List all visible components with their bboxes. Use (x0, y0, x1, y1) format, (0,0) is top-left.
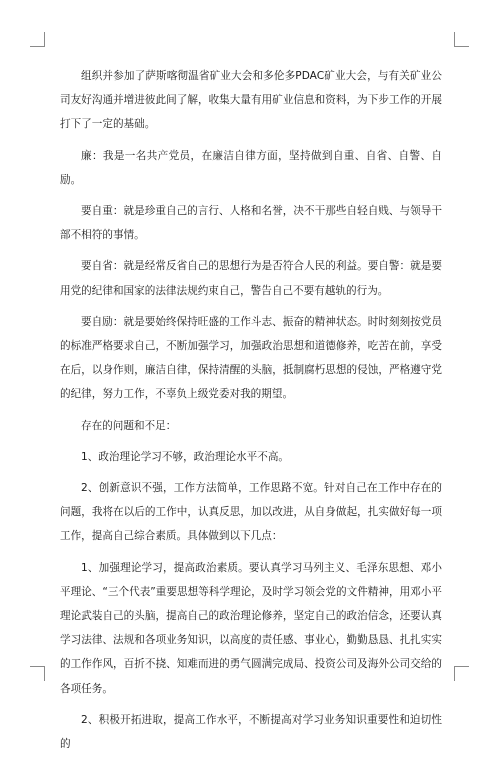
list-item: 2、积极开拓进取，提高工作水平，不断提高对学习业务知识重要性和迫切性的 (60, 713, 442, 751)
crop-mark-top-right (454, 32, 469, 47)
list-item: 1、政治理论学习不够，政治理论水平不高。 (81, 450, 290, 463)
section-heading: 存在的问题和不足： (81, 419, 177, 432)
crop-mark-top-left (30, 32, 45, 47)
paragraph: 组织并参加了萨斯喀彻温省矿业大会和多伦多PDAC矿业大会，与有关矿业公司友好沟通并增进彼此间了解，收集大量有用矿业信息和资料，为下步工作的开展打下了一定的基础。 (60, 70, 442, 131)
list-item: 1、加强理论学习，提高政治素质。要认真学习马列主义、毛泽东思想、邓小平理论、“三个代表”重要思想等科学理论，及时学习领会党的文件精神，用邓小平理论武装自己的头脑，提高自己的政治理论修养，坚定自己的政治信念，还要认真学习法律、法规和各项业务知识，以高度的责任感、事业心，勤勤恳恳、扎扎实实的工作作风，百折不挠、知难而进的勇气圆满完成局、投资公司及海外公司交给的各项任务。 (60, 561, 442, 695)
paragraph: 要自重：就是珍重自己的言行、人格和名誉，决不干那些自轻自贱、与领导干部不相符的事情。 (60, 205, 442, 242)
paragraph: 要自励：就是要始终保持旺盛的工作斗志、振奋的精神状态。时时刻刻按党员的标准严格要求自己，不断加强学习，加强政治思想和道德修养，吃苦在前，享受在后，以身作则，廉洁自律，保持清醒的头脑，抵制腐朽思想的侵蚀，严格遵守党的纪律，努力工作，不辜负上级党委对我的期望。 (60, 315, 442, 401)
paragraph: 要自省：就是经常反省自己的思想行为是否符合人民的利益。要自警：就是要用党的纪律和国家的法律法规约束自己，警告自己不要有越轨的行为。 (60, 260, 442, 297)
paragraph: 廉：我是一名共产党员，在廉洁自律方面，坚持做到自重、自省、自警、自励。 (60, 149, 442, 186)
crop-mark-bottom-left (30, 666, 45, 681)
crop-mark-bottom-right (454, 666, 469, 681)
list-item: 2、创新意识不强，工作方法简单，工作思路不宽。针对自己在工作中存在的问题，我将在以后的工作中，认真反思，加以改进，从自身做起，扎实做好每一项工作，提高自己综合素质。具体做到以下几点： (60, 482, 442, 543)
document-body (60, 64, 442, 763)
